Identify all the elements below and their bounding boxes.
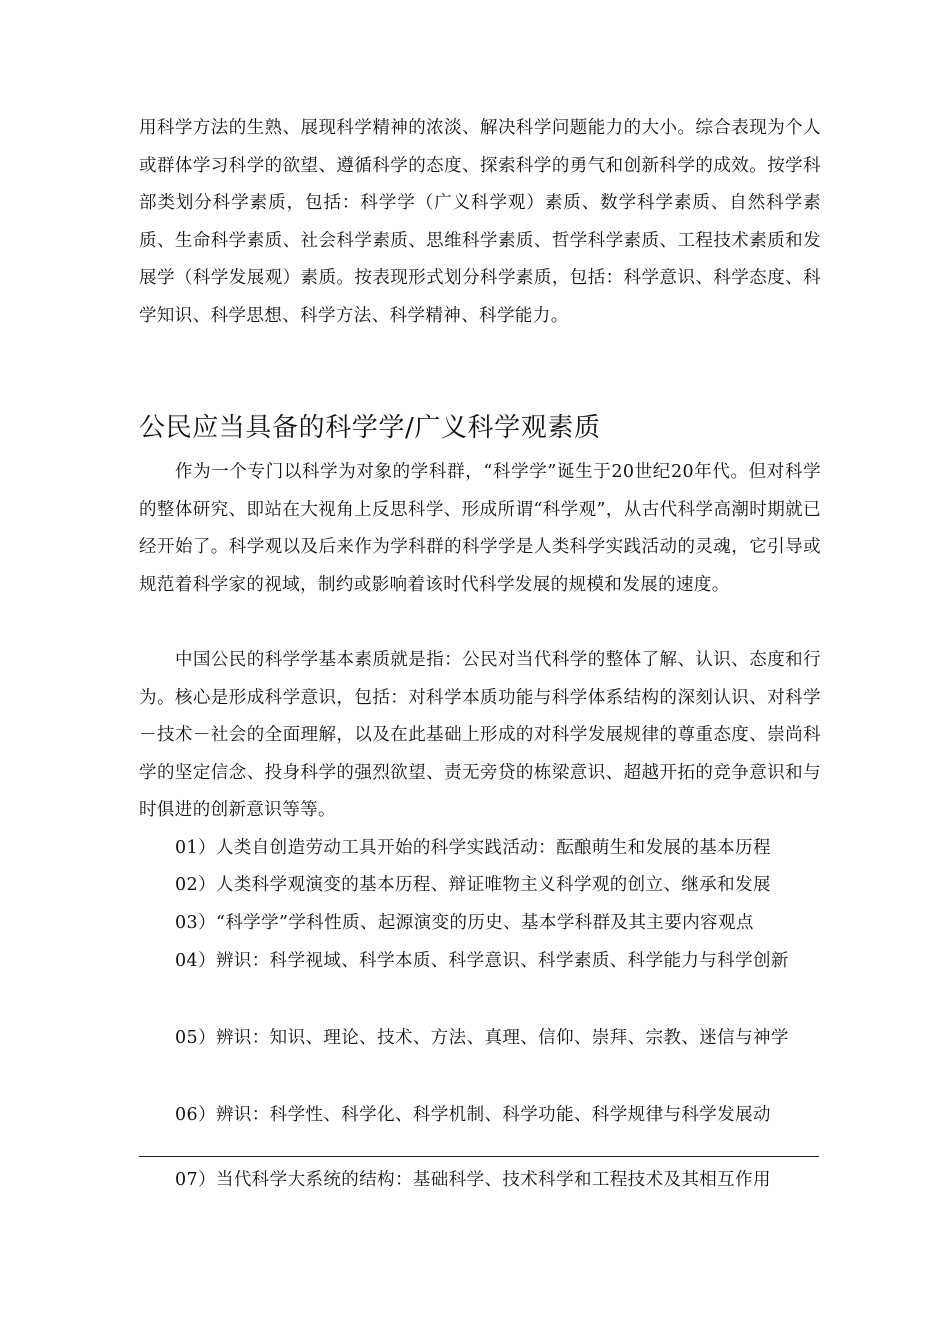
list-item: 02）人类科学观演变的基本历程、辩证唯物主义科学观的创立、继承和发展	[175, 875, 771, 895]
section-heading: 公民应当具备的科学学/广义科学观素质	[139, 413, 601, 443]
list-item: 06）辨识：科学性、科学化、科学机制、科学功能、科学规律与科学发展动	[175, 1105, 771, 1125]
intro-paragraph: 用科学方法的生熟、展现科学精神的浓淡、解决科学问题能力的大小。综合表现为个人或群体学习科学的欲望、遵循科学的态度、探索科学的勇气和创新科学的成效。按学科部类划分科学素质，包括：科学学（广义科学观）素质、数学科学素质、自然科学素质、生命科学素质、社会科学素质、思维科学素质、哲学科学素质、工程技术素质和发展学（科学发展观）素质。按表现形式划分科学素质，包括：科学意识、科学态度、科学知识、科学思想、科学方法、科学精神、科学能力。	[139, 118, 821, 326]
footnote-list-item: 07）当代科学大系统的结构：基础科学、技术科学和工程技术及其相互作用	[175, 1170, 771, 1190]
list-item: 04）辨识：科学视域、科学本质、科学意识、科学素质、科学能力与科学创新	[175, 951, 789, 971]
list-item: 05）辨识：知识、理论、技术、方法、真理、信仰、崇拜、宗教、迷信与神学	[175, 1028, 789, 1048]
list-item: 03）“科学学”学科性质、起源演变的历史、基本学科群及其主要内容观点	[175, 913, 754, 933]
body-paragraph-1: 作为一个专门以科学为对象的学科群，“科学学”诞生于20世纪20年代。但对科学的整体研究、即站在大视角上反思科学、形成所谓“科学观”，从古代科学高潮时期就已经开始了。科学观以及后来作为学科群的科学学是人类科学实践活动的灵魂，它引导或规范着科学家的视域，制约或影响着该时代科学发展的规模和发展的速度。	[139, 462, 821, 595]
list-item: 01）人类自创造劳动工具开始的科学实践活动：酝酿萌生和发展的基本历程	[175, 838, 771, 858]
body-paragraph-2: 中国公民的科学学基本素质就是指：公民对当代科学的整体了解、认识、态度和行为。核心是形成科学意识，包括：对科学本质功能与科学体系结构的深刻认识、对科学－技术－社会的全面理解，以及在此基础上形成的对科学发展规律的尊重态度、崇尚科学的坚定信念、投身科学的强烈欲望、责无旁贷的栋梁意识、超越开拓的竞争意识和与时俱进的创新意识等等。	[139, 650, 821, 821]
footnote-divider	[139, 1156, 819, 1157]
